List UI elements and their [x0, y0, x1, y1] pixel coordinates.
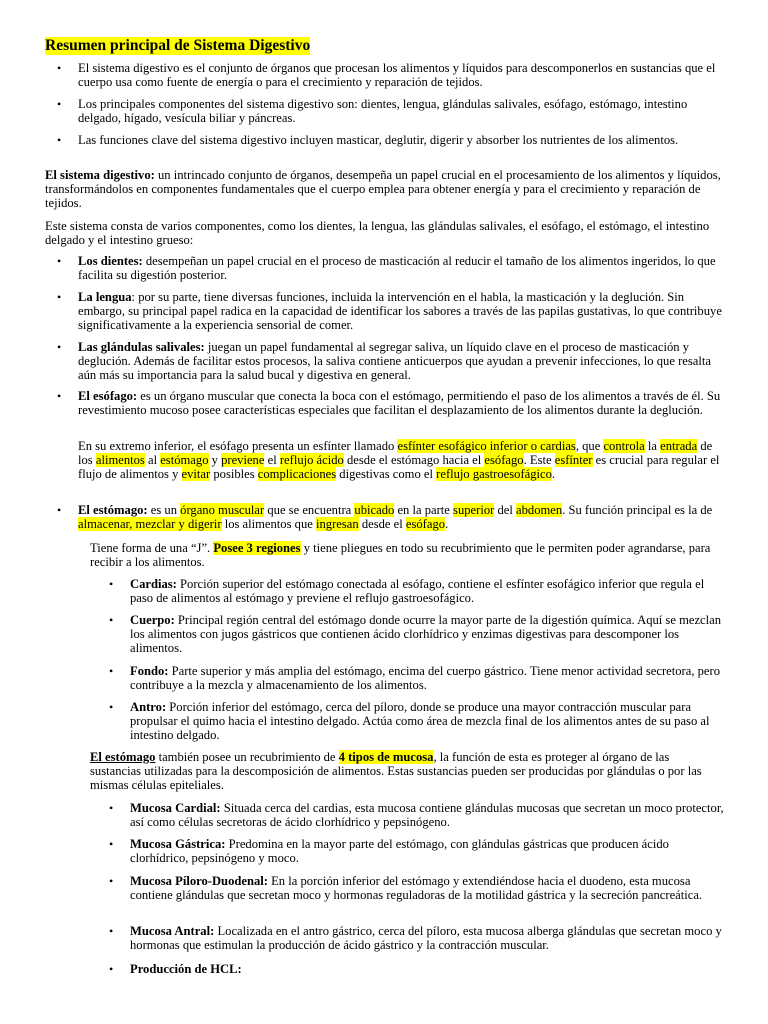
bullet-dot: • — [57, 61, 62, 75]
summary-bullet: • Los principales componentes del sistema digestivo son: dientes, lengua, glándulas salivales, esófago, estómago, intestino delgado, hígado, vesícula biliar y páncreas. — [57, 97, 688, 126]
mucosa-item: • Mucosa Gástrica: Predomina en la mayor parte del estómago, con glándulas gástricas que producen ácido clorhídrico, pepsinógeno y moco. — [109, 837, 669, 866]
forma-paragraph: Tiene forma de una “J”. Posee 3 regiones y tiene pliegues en todo su recubrimiento que le permiten poder agrandarse, para recibir a los alimentos. — [90, 541, 711, 570]
region-item: • Cardias: Porción superior del estómago conectada al esófago, contiene el esfínter esofágico inferior que regula el paso de alimentos al estómago y previene el reflujo gastroesofágico. — [109, 577, 705, 606]
bullet-dot: • — [57, 340, 62, 354]
highlight: reflujo ácido — [279, 453, 344, 468]
mucosa-paragraph: El estómago también posee un recubrimiento de 4 tipos de mucosa, la función de esta es proteger al órgano de las sustancias utilizadas para la descomposición de alimentos. Estas sustancias pueden ser producidas por glándulas o por las mismas células epiteliales. — [90, 750, 702, 793]
highlight: evitar — [181, 467, 211, 482]
region-item: • Fondo: Parte superior y más amplia del estómago, encima del cuerpo gástrico. Tiene menor actividad secretora, pero contribuye a la mezcla y almacenamiento de los alimentos. — [109, 664, 720, 693]
highlight: ubicado — [354, 503, 395, 517]
highlight: alimentos — [95, 453, 145, 468]
highlight: esófago — [484, 453, 524, 468]
component-item: • Los dientes: desempeñan un papel crucial en el proceso de masticación al reducir el tamaño de los alimentos ingeridos, lo que facilita su digestión posterior. — [57, 254, 716, 283]
mucosa-item: • Producción de HCL: — [109, 962, 242, 976]
bullet-dot: • — [109, 664, 114, 678]
mucosa-item: • Mucosa Píloro-Duodenal: En la porción inferior del estómago y extendiéndose hacia el duodeno, esta mucosa contiene glándulas que secretan moco y hormonas reguladoras de la motilidad gástrica y la secreción pancreática. — [109, 874, 703, 903]
highlight: abdomen — [516, 503, 563, 517]
component-item: • La lengua: por su parte, tiene diversas funciones, incluida la intervención en el habla, la masticación y la deglución. Sin embargo, su principal papel radica en la capacidad de identificar los sabores a través de las papilas gustativas, lo que contribuye significativamente a la experiencia sensorial de comer. — [57, 290, 722, 333]
highlight: superior — [453, 503, 495, 517]
highlight: ingresan — [316, 517, 359, 532]
definition-paragraph: El sistema digestivo: un intrincado conjunto de órganos, desempeña un papel crucial en el procesamiento de los alimentos y líquidos, transformándolos en componentes fundamentales que el cuerpo emplea para obtener energía y para el crecimiento y reparación de tejidos. — [45, 168, 721, 211]
highlight: órgano muscular — [180, 503, 265, 517]
component-item: • El estómago: es un órgano muscular que se encuentra ubicado en la parte superior del abdomen. Su función principal es la de almacenar, mezclar y digerir los alimentos que ingresan desde el esófago. — [57, 503, 713, 532]
highlight: esfínter esofágico inferior o cardias — [397, 439, 576, 453]
bullet-dot: • — [109, 577, 114, 591]
bullet-dot: • — [57, 133, 62, 147]
bullet-dot: • — [109, 837, 114, 851]
summary-bullet: • Las funciones clave del sistema digestivo incluyen masticar, deglutir, digerir y absorber los nutrientes de los alimentos. — [57, 133, 679, 147]
bullet-dot: • — [57, 503, 62, 517]
bullet-dot: • — [109, 801, 114, 815]
bullet-dot: • — [109, 962, 114, 976]
highlight: esófago — [405, 517, 446, 532]
bullet-dot: • — [57, 389, 62, 403]
component-item: • El esófago: es un órgano muscular que conecta la boca con el estómago, permitiendo el paso de los alimentos a través de él. Su revestimiento mucoso posee características especiales que facilitan el desplazamiento de los alimentos durante la deglución. — [57, 389, 721, 418]
bullet-dot: • — [109, 874, 114, 888]
highlight: previene — [221, 453, 265, 468]
highlight: controla — [603, 439, 645, 453]
highlight: entrada — [660, 439, 698, 453]
region-item: • Antro: Porción inferior del estómago, cerca del píloro, donde se produce una mayor contracción muscular para propulsar el quimo hacia el intestino delgado. Actúa como área de mezcla final de los alimentos antes de su paso al intestino delgado. — [109, 700, 710, 743]
bullet-dot: • — [57, 97, 62, 111]
mucosa-item: • Mucosa Antral: Localizada en el antro gástrico, cerca del píloro, esta mucosa alberga glándulas que secretan moco y hormonas que estimulan la producción de ácido gástrico y la contracción muscular. — [109, 924, 722, 953]
highlight: esfínter — [554, 453, 593, 468]
page-title: Resumen principal de Sistema Digestivo — [45, 37, 311, 54]
bullet-dot: • — [109, 700, 114, 714]
bullet-dot: • — [109, 613, 114, 627]
bullet-dot: • — [57, 254, 62, 268]
summary-bullet: • El sistema digestivo es el conjunto de órganos que procesan los alimentos y líquidos para descomponerlos en sustancias que el cuerpo usa como fuente de energía o para el crecimiento y reparación de tejidos. — [57, 61, 716, 90]
esofago-paragraph: En su extremo inferior, el esófago presenta un esfínter llamado esfínter esofágico inferior o cardias, que controla la entrada de los alimentos al estómago y previene el reflujo ácido desde el estómago hacia el esófago. Este esfínter es crucial para regular el flujo de alimentos y evitar posibles complicaciones digestivas como el reflujo gastroesofágico. — [78, 439, 720, 482]
highlight: complicaciones — [257, 467, 337, 482]
bullet-dot: • — [57, 290, 62, 304]
highlight: almacenar, mezclar y digerir — [78, 517, 222, 532]
region-item: • Cuerpo: Principal región central del estómago donde ocurre la mayor parte de la digestión química. Aquí se mezclan los alimentos con jugos gástricos que contienen ácido clorhídrico y enzimas digestivas para descomponer los alimentos. — [109, 613, 722, 656]
highlight: reflujo gastroesofágico — [436, 467, 552, 482]
mucosa-item: • Mucosa Cardial: Situada cerca del cardias, esta mucosa contiene glándulas mucosas que secretan un moco protector, así como células secretoras de ácido clorhídrico y pepsinógeno. — [109, 801, 724, 830]
highlight: Posee 3 regiones — [213, 541, 301, 555]
component-item: • Las glándulas salivales: juegan un papel fundamental al segregar saliva, un líquido clave en el proceso de masticación y deglución. Además de facilitar estos procesos, la saliva contiene anticuerpos que ayudan a prevenir infecciones, lo que resalta aún más su importancia para la salud bucal y digestiva en general. — [57, 340, 711, 383]
highlight: 4 tipos de mucosa — [338, 750, 434, 764]
bullet-dot: • — [109, 924, 114, 938]
highlight: estómago — [160, 453, 209, 468]
intro-paragraph: Este sistema consta de varios componentes, como los dientes, la lengua, las glándulas salivales, el esófago, el estómago, el intestino delgado y el intestino grueso: — [45, 219, 710, 248]
